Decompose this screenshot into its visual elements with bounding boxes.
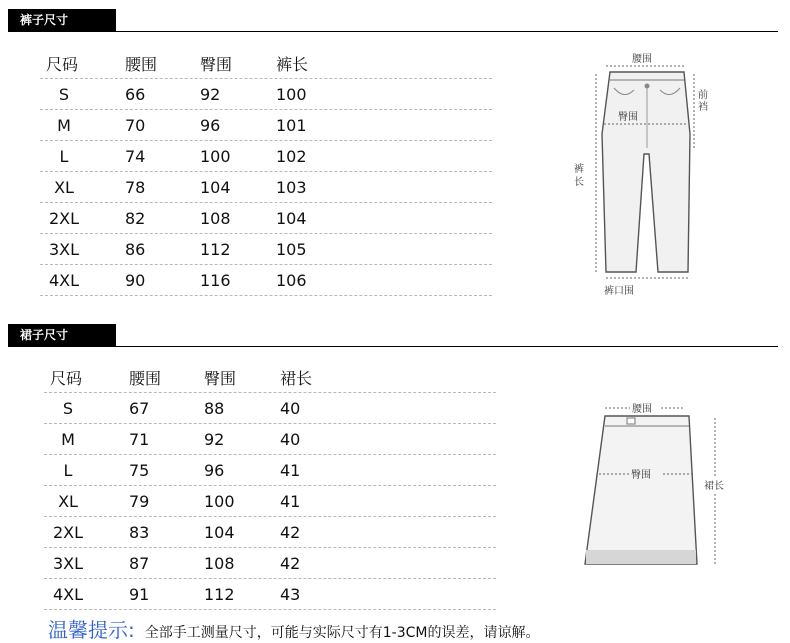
hip-cell: 92 [200, 85, 221, 104]
waist-cell: 67 [129, 399, 150, 418]
length-cell: 106 [276, 271, 307, 290]
waist-cell: 75 [129, 461, 150, 480]
waist-cell: 86 [125, 240, 146, 259]
tip-text: 全部手工测量尺寸，可能与实际尺寸有1-3CM的误差，请谅解。 [144, 625, 540, 641]
hip-cell: 108 [204, 554, 235, 573]
table-row [44, 424, 496, 455]
button-icon [645, 84, 650, 89]
size-cell: 2XL [48, 209, 80, 228]
skirt-section-divider [8, 346, 778, 347]
hip-cell: 116 [200, 271, 231, 290]
hip-cell: 104 [204, 523, 235, 542]
length-cell: 101 [276, 116, 307, 135]
table-row [40, 79, 492, 110]
pants-length-label-2: 长 [574, 177, 584, 188]
header-waist: 腰围 [125, 55, 158, 74]
skirt-length-label: 裙长 [704, 481, 724, 492]
skirt-hem [586, 550, 696, 564]
size-cell: S [58, 85, 70, 104]
header-length: 裙长 [280, 369, 313, 388]
hip-cell: 100 [200, 147, 231, 166]
length-cell: 42 [280, 554, 301, 573]
pants-hip-label: 臀围 [618, 112, 638, 123]
size-cell: XL [58, 492, 78, 511]
pants-rise-label-1: 前 [698, 90, 708, 101]
table-row [40, 203, 492, 234]
hip-cell: 112 [204, 585, 235, 604]
header-size: 尺码 [46, 55, 79, 74]
table-row [40, 141, 492, 172]
waist-cell: 78 [125, 178, 146, 197]
length-cell: 41 [280, 492, 301, 511]
length-cell: 41 [280, 461, 301, 480]
waist-cell: 90 [125, 271, 146, 290]
hip-cell: 96 [200, 116, 221, 135]
waist-cell: 87 [129, 554, 150, 573]
length-cell: 104 [276, 209, 307, 228]
waist-cell: 71 [129, 430, 150, 449]
skirt-measurement-diagram [575, 392, 735, 577]
table-row [40, 110, 492, 141]
pants-measurement-diagram [560, 44, 730, 304]
pants-size-table [40, 48, 492, 296]
header-size: 尺码 [50, 369, 83, 388]
waist-cell: 66 [125, 85, 146, 104]
length-cell: 40 [280, 399, 301, 418]
hip-cell: 92 [204, 430, 225, 449]
skirt-illustration [585, 416, 697, 564]
hip-cell: 88 [204, 399, 225, 418]
size-cell: XL [54, 178, 74, 197]
table-row [44, 579, 496, 610]
length-cell: 100 [276, 85, 307, 104]
tip-note [48, 614, 539, 643]
table-row [44, 486, 496, 517]
length-cell: 103 [276, 178, 307, 197]
waist-cell: 82 [125, 209, 146, 228]
table-row [40, 234, 492, 265]
length-cell: 102 [276, 147, 307, 166]
tag-icon [627, 418, 635, 424]
hip-cell: 96 [204, 461, 225, 480]
hip-cell: 100 [204, 492, 235, 511]
length-cell: 43 [280, 585, 301, 604]
pants-illustration [602, 72, 690, 272]
table-row [40, 265, 492, 296]
table-row [44, 517, 496, 548]
waist-cell: 79 [129, 492, 150, 511]
skirt-section-title: 裙子尺寸 [8, 324, 116, 346]
pants-section-divider [8, 31, 778, 32]
header-hip: 臀围 [204, 369, 237, 388]
waist-cell: 70 [125, 116, 146, 135]
length-cell: 40 [280, 430, 301, 449]
skirt-hip-label: 臀围 [631, 470, 651, 481]
pants-length-label-1: 裤 [574, 164, 584, 175]
length-cell: 42 [280, 523, 301, 542]
size-cell: L [63, 461, 73, 480]
header-waist: 腰围 [129, 369, 162, 388]
skirt-table-header [44, 362, 496, 393]
skirt-size-table [44, 362, 496, 610]
hip-cell: 108 [200, 209, 231, 228]
size-cell: 4XL [48, 271, 80, 290]
waist-cell: 91 [129, 585, 150, 604]
size-cell: L [59, 147, 69, 166]
table-row [44, 548, 496, 579]
size-cell: 4XL [52, 585, 84, 604]
hip-cell: 112 [200, 240, 231, 259]
header-hip: 臀围 [200, 55, 233, 74]
size-cell: 3XL [48, 240, 80, 259]
size-cell: S [62, 399, 74, 418]
pants-hem-label: 裤口围 [604, 286, 634, 297]
header-length: 裤长 [276, 55, 309, 74]
pants-waist-label: 腰围 [632, 54, 652, 65]
size-cell: 3XL [52, 554, 84, 573]
hip-cell: 104 [200, 178, 231, 197]
waist-cell: 83 [129, 523, 150, 542]
pants-table-header [40, 48, 492, 79]
size-cell: M [61, 430, 75, 449]
tip-title: 温馨提示: [48, 618, 135, 642]
pants-section-title: 裤子尺寸 [8, 9, 116, 31]
table-row [44, 455, 496, 486]
table-row [44, 393, 496, 424]
skirt-waist-label: 腰围 [632, 404, 652, 415]
size-cell: M [57, 116, 71, 135]
length-cell: 105 [276, 240, 307, 259]
table-row [40, 172, 492, 203]
size-cell: 2XL [52, 523, 84, 542]
waist-cell: 74 [125, 147, 146, 166]
pants-rise-label-2: 裆 [698, 102, 708, 113]
